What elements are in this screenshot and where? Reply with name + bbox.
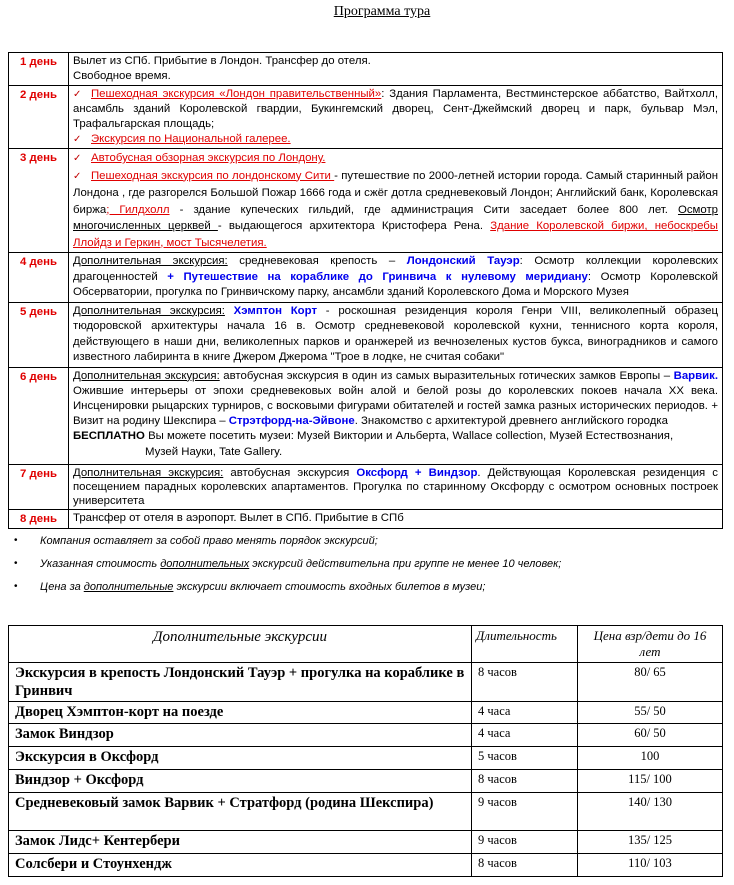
tour-program-table: [8, 52, 723, 529]
excursion-link[interactable]: Экскурсия по Национальной галерее.: [91, 133, 291, 145]
table-row: Солсбери и Стоунхендж 8 часов 110/ 103: [9, 854, 723, 877]
day-description: Трансфер от отеля в аэропорт. Вылет в СПб. Прибытие в СПб: [69, 509, 723, 528]
table-header-row: [9, 626, 723, 663]
check-icon: ✓: [73, 153, 82, 164]
table-row: [9, 464, 723, 509]
free-label: БЕСПЛАТНО: [73, 430, 145, 443]
table-row: Экскурсия в крепость Лондонский Тауэр + прогулка на кораблике в Гринвич 8 часов 80/ 65: [9, 663, 723, 702]
highlight: + Путешествие на кораблике до Гринвича к нулевому меридиану: [167, 270, 588, 283]
day-description: Дополнительная экскурсия: автобусная экскурсия Оксфорд + Виндзор. Действующая Королевская резиденция с посещением парадных королевских апартаментов. Прогулка по старинному Оксфорду с осмотром основных построек университета: [69, 464, 723, 509]
check-icon: ✓: [73, 134, 82, 145]
day-description: Дополнительная экскурсия: средневековая крепость – Лондонский Тауэр: Осмотр коллекции королевских драгоценностей + Путешествие на кораблике до Гринвича к нулевому меридиану: Осмотр Королевской Обсерватории, прогулка по Гринвичскому парку, ансамбли зданий Королевского Дома и Морского Музея: [69, 253, 723, 303]
table-row: [9, 302, 723, 367]
excursion-link[interactable]: ; Гилдхолл: [106, 203, 170, 216]
bullet-icon: •: [14, 535, 18, 546]
day-label: 5 день: [9, 302, 69, 367]
table-row: [9, 253, 723, 303]
column-header-price: Цена взр/дети до 16 лет: [578, 626, 723, 663]
note-item: • Компания оставляет за собой право менять порядок экскурсий;: [14, 535, 378, 547]
note-item: • Цена за дополнительные экскурсии включает стоимость входных билетов в музеи;: [14, 581, 486, 593]
table-row: Средневековый замок Варвик + Стратфорд (родина Шекспира) 9 часов 140/ 130: [9, 793, 723, 831]
column-header-duration: Длительность: [472, 626, 578, 663]
optional-excursion-label: Дополнительная экскурсия:: [73, 255, 228, 267]
day-label: 4 день: [9, 253, 69, 303]
excursion-link[interactable]: Здание Королевской биржи, небоскребы Ллойдз и Геркин, мост Тысячелетия.: [73, 220, 718, 249]
table-row: Замок Виндзор 4 часа 60/ 50: [9, 724, 723, 747]
day-label: 1 день: [9, 53, 69, 86]
day-label: 3 день: [9, 149, 69, 253]
table-row: [9, 367, 723, 464]
highlight: Оксфорд + Виндзор: [356, 466, 478, 479]
optional-excursion-label: Дополнительная экскурсия:: [73, 369, 220, 382]
day-label: 6 день: [9, 367, 69, 464]
day-label: 8 день: [9, 509, 69, 528]
highlight: Варвик.: [673, 369, 718, 382]
optional-excursion-label: Дополнительная экскурсия:: [73, 466, 224, 479]
underlined-text: Осмотр многочисленных церквей: [73, 203, 718, 232]
table-row: Экскурсия в Оксфорд 5 часов 100: [9, 747, 723, 770]
table-row: Дворец Хэмптон-корт на поезде 4 часа 55/ 50: [9, 702, 723, 724]
excursion-link[interactable]: Пешеходная экскурсия по лондонскому Сити: [91, 169, 335, 182]
bullet-icon: •: [14, 558, 18, 569]
page-title: Программа тура: [333, 4, 431, 19]
column-header-name: Дополнительные экскурсии: [9, 626, 472, 663]
day-description: Дополнительная экскурсия: автобусная экскурсия в один из самых выразительных готических замков Европы – Варвик. Ожившие интерьеры от эпохи средневековых войн алой и белой розы до королевских покоев начала XX века. Инсценировки рыцарских турниров, с восковыми фигурами обитателей и гостей замка разных исторических периодов. + Визит на родину Шекспира – Стрэтфорд-на-Эйвоне. Знакомство с архитектурой древнего английского городка БЕСПЛАТНО Вы можете посетить музеи: Музей Виктории и Альберта, Wallace collection, Музей Естествознания, Музей Науки, Tate Gallery.: [69, 367, 723, 464]
table-row: Виндзор + Оксфорд 8 часов 115/ 100: [9, 770, 723, 793]
extras-price-table: [8, 625, 723, 877]
table-row: [9, 86, 723, 149]
check-icon: ✓: [73, 89, 82, 100]
check-icon: ✓: [73, 170, 82, 182]
table-row: [9, 149, 723, 253]
table-row: Замок Лидс+ Кентербери 9 часов 135/ 125: [9, 831, 723, 854]
bullet-icon: •: [14, 581, 18, 592]
notes-list: [14, 535, 561, 604]
day-label: 2 день: [9, 86, 69, 149]
highlight: Лондонский Тауэр: [406, 255, 520, 267]
day-label: 7 день: [9, 464, 69, 509]
optional-excursion-label: Дополнительная экскурсия:: [73, 304, 225, 317]
day-description: Вылет из СПб. Прибытие в Лондон. Трансфер до отеля. Свободное время.: [69, 53, 723, 86]
table-row: [9, 509, 723, 528]
note-item: • Указанная стоимость дополнительных экскурсий действительна при группе не менее 10 человек;: [14, 558, 562, 570]
highlight: Стрэтфорд-на-Эйвоне: [228, 415, 355, 428]
day-description: ✓ Автобусная обзорная экскурсия по Лондону. ✓ Пешеходная экскурсия по лондонскому Сити - путешествие по 2000-летней истории города. Самый старинный район Лондона , где разгорелся Большой Пожар 1666 года и сжёг дотла средневековый Лондон; Английский банк, Королевская биржа; Гилдхолл - здание купеческих гильдий, где администрация Сити заседает более 800 лет. Осмотр многочисленных церквей - выдающегося архитектора Кристофера Рена. Здание Королевской биржи, небоскребы Ллойдз и Геркин, мост Тысячелетия.: [69, 149, 723, 253]
day-description: Дополнительная экскурсия: Хэмптон Корт - роскошная резиденция короля Генри VIII, великолепный образец тюдоровской архитектуры начала 16 в. Осмотр средневековой королевской кухни, теннисного корта короля, действующего в наши дни, великолепных парков и оранжерей из вечнозеленых кустов букса, виноградников и самого известного лабиринта в книге Джером Джерома "Трое в лодке, не считая собаки": [69, 302, 723, 367]
table-row: [9, 53, 723, 86]
excursion-link[interactable]: Автобусная обзорная экскурсия по Лондону.: [91, 152, 326, 164]
highlight: Хэмптон Корт: [233, 304, 318, 317]
excursion-link[interactable]: Пешеходная экскурсия «Лондон правительственный»: [91, 88, 382, 100]
day-description: ✓ Пешеходная экскурсия «Лондон правительственный»: Здания Парламента, Вестминстерское аббатство, Вайтхолл, ансамбль зданий Королевской гвардии, Букингемский дворец, Сент-Джеймский дворец и парк, бульвар Мэл, Трафальгарская площадь; ✓ Экскурсия по Национальной галерее.: [69, 86, 723, 149]
